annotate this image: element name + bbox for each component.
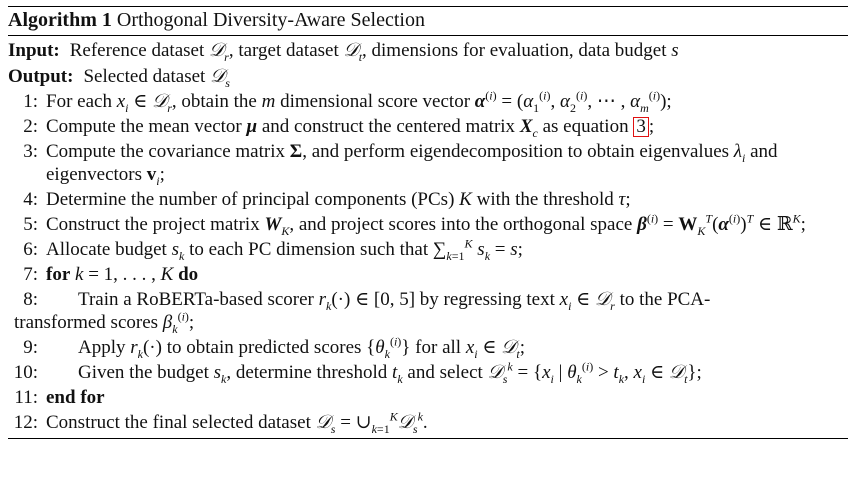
step-11 [8, 386, 848, 409]
equation-ref-link[interactable]: 3 [633, 117, 649, 137]
input-text: Reference dataset 𝒟$_r$, target dataset 𝒟$_t$, dimensions for evaluation, data budget s [69, 40, 679, 64]
algorithm-box [8, 6, 848, 439]
step-3 [8, 140, 848, 186]
step-12 [8, 411, 848, 434]
step-text: Apply $r_k(\cdot)$ to obtain predicted scores $\{\theta_k^{(i)}\}$ for all $x_i$ ∈ 𝒟$_t$; [78, 334, 525, 361]
step-5 [8, 213, 848, 236]
step-number: 4: [23, 189, 38, 210]
step-number: 8: [23, 289, 38, 310]
step-text: Allocate budget $s_k$ to each PC dimension such that $\sum_{k=1}^K$ $s_k = s$; [46, 236, 523, 263]
step-6 [8, 238, 848, 261]
step-text: Construct the project matrix $W_K$, and project scores into the orthogonal space $\beta^{(i)} = W_K^T(\alpha^{(i)})^T$ ∈ ℝ$^K$; [46, 211, 806, 238]
step-text: Construct the final selected dataset 𝒟$_s$ = $\cup_{k=1}^K𝒟_s^k$. [46, 409, 428, 436]
step-text: end for [46, 387, 105, 408]
step-number: 1: [23, 91, 38, 112]
output-label: Output: [8, 66, 74, 87]
step-text: Compute the mean vector μ and construct the centered matrix $X_c$ as equation 3 ; [46, 116, 655, 140]
algorithm-title-row [8, 7, 848, 36]
step-text: For each $x_i$ ∈ 𝒟$_r$, obtain the m dimensional score vector $\alpha^{(i)} = (\alpha_1^{(i)}$, $\alpha_2^{(i)}$, ⋯ , $\alpha_m^{(i)}$); [46, 88, 672, 115]
step-8 [8, 288, 848, 334]
output-text: Selected dataset 𝒟$_s$ [83, 66, 230, 90]
step-1 [8, 90, 848, 113]
step-number: 7: [23, 264, 38, 285]
step-text: Given the budget $s_k$, determine threshold $t_k$ and select 𝒟$_s^k$ = {$x_i$ | $\theta_k^{(i)} > t_k$, $x_i$ ∈ 𝒟$_t$}; [78, 359, 702, 386]
step-number: 11: [14, 387, 38, 408]
step-number: 3: [23, 141, 38, 162]
step-number: 6: [23, 239, 38, 260]
step-9 [8, 336, 848, 359]
step-number: 9: [23, 337, 38, 358]
step-text: Determine the number of principal components (PCs) K with the threshold τ; [46, 189, 631, 210]
step-number: 2: [23, 116, 38, 137]
algorithm-steps [8, 90, 848, 434]
step-2 [8, 115, 848, 138]
step-number: 10: [13, 362, 38, 383]
algorithm-label: Algorithm 1 [8, 9, 112, 31]
output-line [8, 65, 848, 88]
algorithm-title: Orthogonal Diversity-Aware Selection [116, 9, 425, 31]
input-line [8, 39, 848, 62]
step-number: 12: [13, 412, 38, 433]
step-number: 5: [23, 214, 38, 235]
step-text: Train a RoBERTa-based scorer $r_k(\cdot)$ ∈ [0, 5] by regressing text $x_i$ ∈ 𝒟$_r$ to the PCA- transformed scores $\beta_k^{(i)}$; [14, 289, 711, 336]
step-10 [8, 361, 848, 384]
input-label: Input: [8, 40, 60, 61]
step-7 [8, 263, 848, 286]
step-text: for k = 1, . . . , K do [46, 264, 199, 285]
step-text: Compute the covariance matrix Σ, and perform eigendecomposition to obtain eigenvalues $\lambda_i$ and eigenvectors $v_i$; [46, 141, 778, 188]
step-4 [8, 188, 848, 211]
